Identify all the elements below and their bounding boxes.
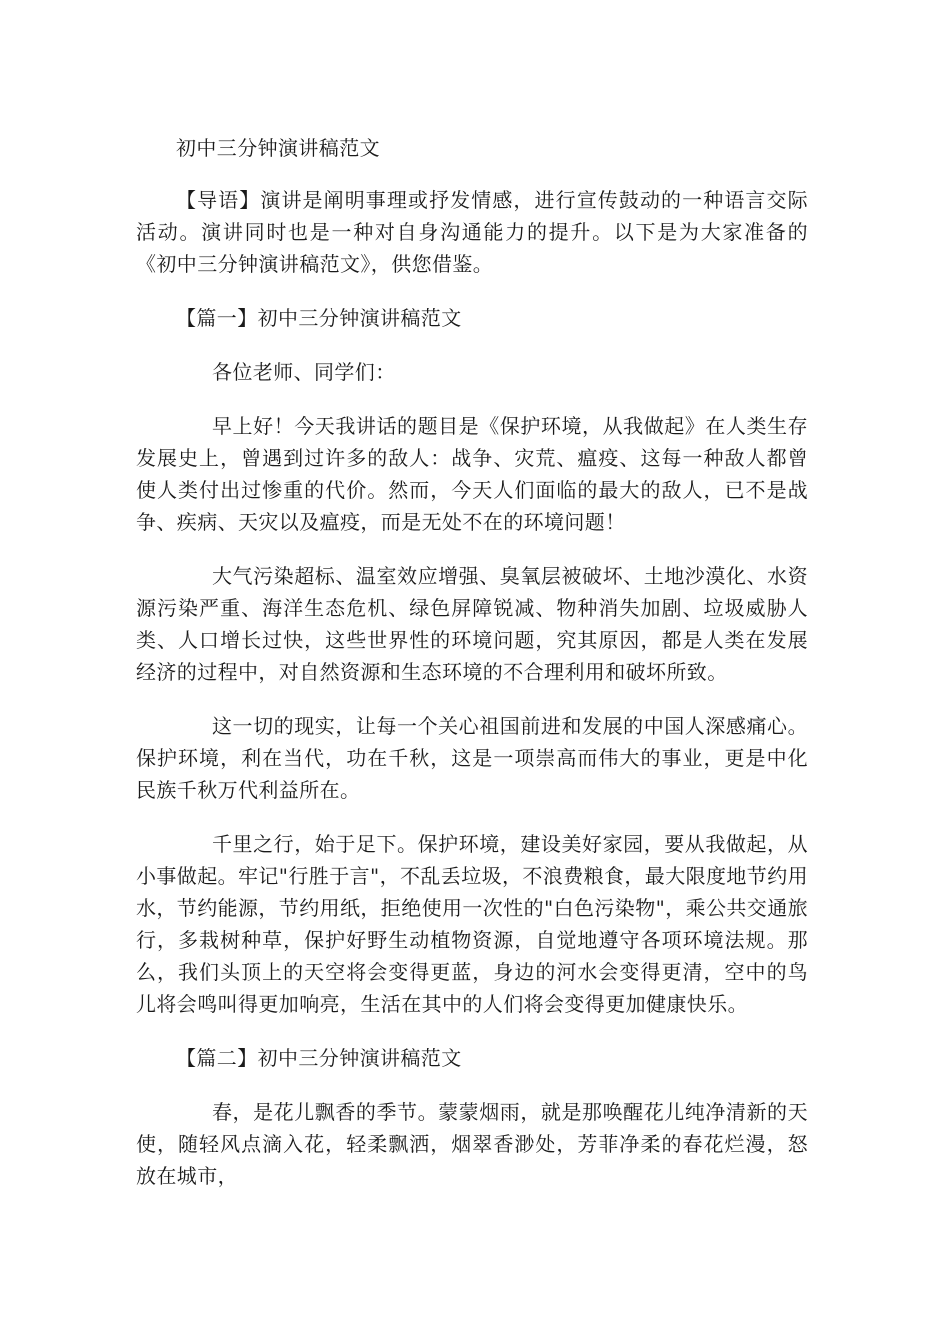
greeting-paragraph: 各位老师、同学们：	[212, 360, 396, 384]
body-paragraph-3: 这一切的现实，让每一个关心祖国前进和发展的中国人深感痛心。保护环境，利在当代，功在千秋，这是一项崇高而伟大的事业，更是中化民族千秋万代利益所在。	[136, 714, 808, 802]
section-heading-1: 【篇一】初中三分钟演讲稿范文	[176, 306, 462, 330]
document-title: 初中三分钟演讲稿范文	[176, 136, 380, 160]
intro-paragraph: 【导语】演讲是阐明事理或抒发情感，进行宣传鼓动的一种语言交际活动。演讲同时也是一种对自身沟通能力的提升。以下是为大家准备的《初中三分钟演讲稿范文》，供您借鉴。	[136, 188, 808, 276]
body-paragraph-2: 大气污染超标、温室效应增强、臭氧层被破坏、土地沙漠化、水资源污染严重、海洋生态危机、绿色屏障锐减、物种消失加剧、垃圾威胁人类、人口增长过快，这些世界性的环境问题，究其原因，都是人类在发展经济的过程中，对自然资源和生态环境的不合理利用和破坏所致。	[136, 564, 808, 684]
body-paragraph-1: 早上好！今天我讲话的题目是《保护环境，从我做起》在人类生存发展史上，曾遇到过许多的敌人：战争、灾荒、瘟疫、这每一种敌人都曾使人类付出过惨重的代价。然而，今天人们面临的最大的敌人，已不是战争、疾病、天灾以及瘟疫，而是无处不在的环境问题！	[136, 414, 808, 534]
section-heading-2: 【篇二】初中三分钟演讲稿范文	[176, 1046, 462, 1070]
body-paragraph-4: 千里之行，始于足下。保护环境，建设美好家园，要从我做起，从小事做起。牢记"行胜于言"，不乱丢垃圾，不浪费粮食，最大限度地节约用水，节约能源，节约用纸，拒绝使用一次性的"白色污染物"，乘公共交通旅行，多栽树种草，保护好野生动植物资源，自觉地遵守各项环境法规。那么，我们头顶上的天空将会变得更蓝，身边的河水会变得更清，空中的鸟儿将会鸣叫得更加响亮，生活在其中的人们将会变得更加健康快乐。	[136, 832, 808, 1016]
body-paragraph-5: 春，是花儿飘香的季节。蒙蒙烟雨，就是那唤醒花儿纯净清新的天使，随轻风点滴入花，轻柔飘洒，烟翠香渺处，芳菲净柔的春花烂漫，怒放在城市，	[136, 1100, 808, 1188]
document-page	[136, 132, 808, 1192]
